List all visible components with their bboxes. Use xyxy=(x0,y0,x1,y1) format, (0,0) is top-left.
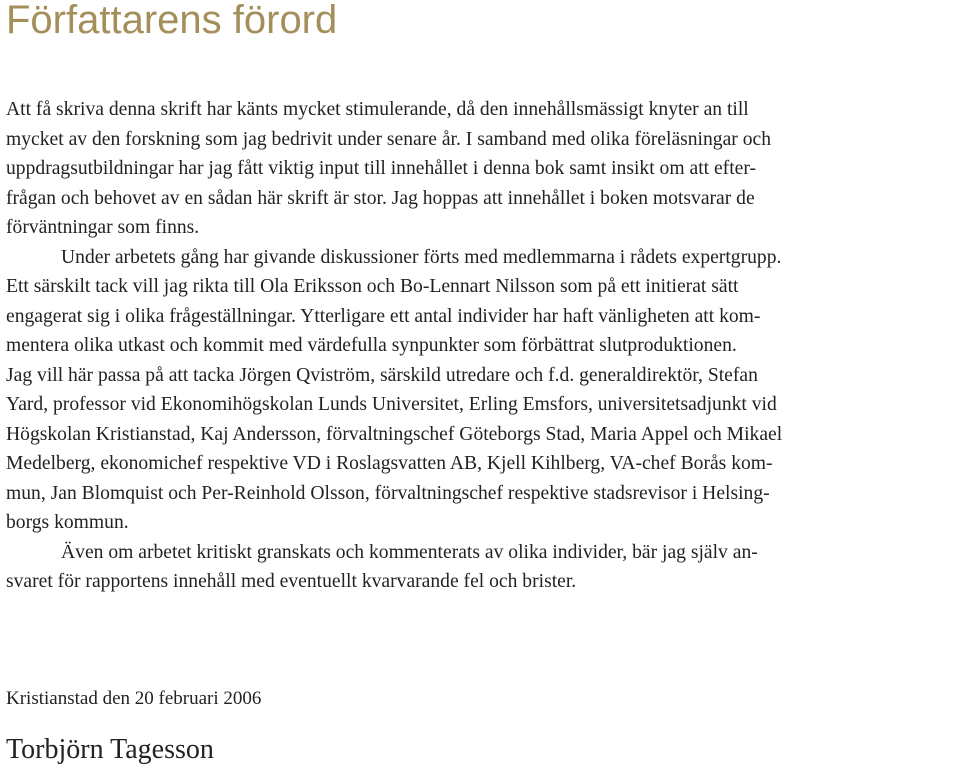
paragraph-line: uppdragsutbildningar har jag fått viktig input till innehållet i denna bok samt insikt om att efter- xyxy=(6,158,756,179)
paragraph-line: Medelberg, ekonomichef respektive VD i Roslagsvatten AB, Kjell Kihlberg, VA-chef Borås kom- xyxy=(6,453,773,474)
author-signature: Torbjörn Tagesson xyxy=(6,734,214,765)
paragraph-line: engagerat sig i olika frågeställningar. Ytterligare ett antal individer har haft vänligheten att kom- xyxy=(6,305,761,327)
place-date: Kristianstad den 20 februari 2006 xyxy=(6,688,262,709)
paragraph-line: frågan och behovet av en sådan här skrift är stor. Jag hoppas att innehållet i boken motsvarar de xyxy=(6,187,755,209)
paragraph-line: Högskolan Kristianstad, Kaj Andersson, förvaltningschef Göteborgs Stad, Maria Appel och Mikael xyxy=(6,423,783,445)
paragraph-line: Yard, professor vid Ekonomihögskolan Lunds Universitet, Erling Emsfors, universitetsadjunkt vid xyxy=(6,394,777,415)
foreword-body xyxy=(6,95,957,597)
paragraph-line: svaret för rapportens innehåll med eventuellt kvarvarande fel och brister. xyxy=(6,571,577,592)
paragraph-2 xyxy=(6,243,957,538)
paragraph-line: Under arbetets gång har givande diskussioner förts med medlemmarna i rådets expertgrupp. xyxy=(61,246,782,268)
paragraph-line: mun, Jan Blomquist och Per-Reinhold Olsson, förvaltningschef respektive stadsrevisor i Helsing- xyxy=(6,482,770,504)
paragraph-line: mentera olika utkast och kommit med värdefulla synpunkter som förbättrat slutproduktionen. xyxy=(6,335,737,356)
paragraph-line: Även om arbetet kritiskt granskats och kommenterats av olika individer, bär jag själv an- xyxy=(61,541,758,563)
paragraph-line: förväntningar som finns. xyxy=(6,217,200,238)
paragraph-line: mycket av den forskning som jag bedrivit under senare år. I samband med olika föreläsningar och xyxy=(6,128,772,150)
paragraph-1 xyxy=(6,95,957,243)
paragraph-line: Jag vill här passa på att tacka Jörgen Qviström, särskild utredare och f.d. generaldirektör, Stefan xyxy=(6,364,758,386)
paragraph-line: Att få skriva denna skrift har känts mycket stimulerande, då den innehållsmässigt knyter an till xyxy=(6,99,749,120)
page-title: Författarens förord xyxy=(6,0,338,42)
paragraph-line: Ett särskilt tack vill jag rikta till Ola Eriksson och Bo-Lennart Nilsson som på ett initierat sätt xyxy=(6,276,739,297)
paragraph-3 xyxy=(6,538,957,597)
paragraph-line: borgs kommun. xyxy=(6,512,129,533)
